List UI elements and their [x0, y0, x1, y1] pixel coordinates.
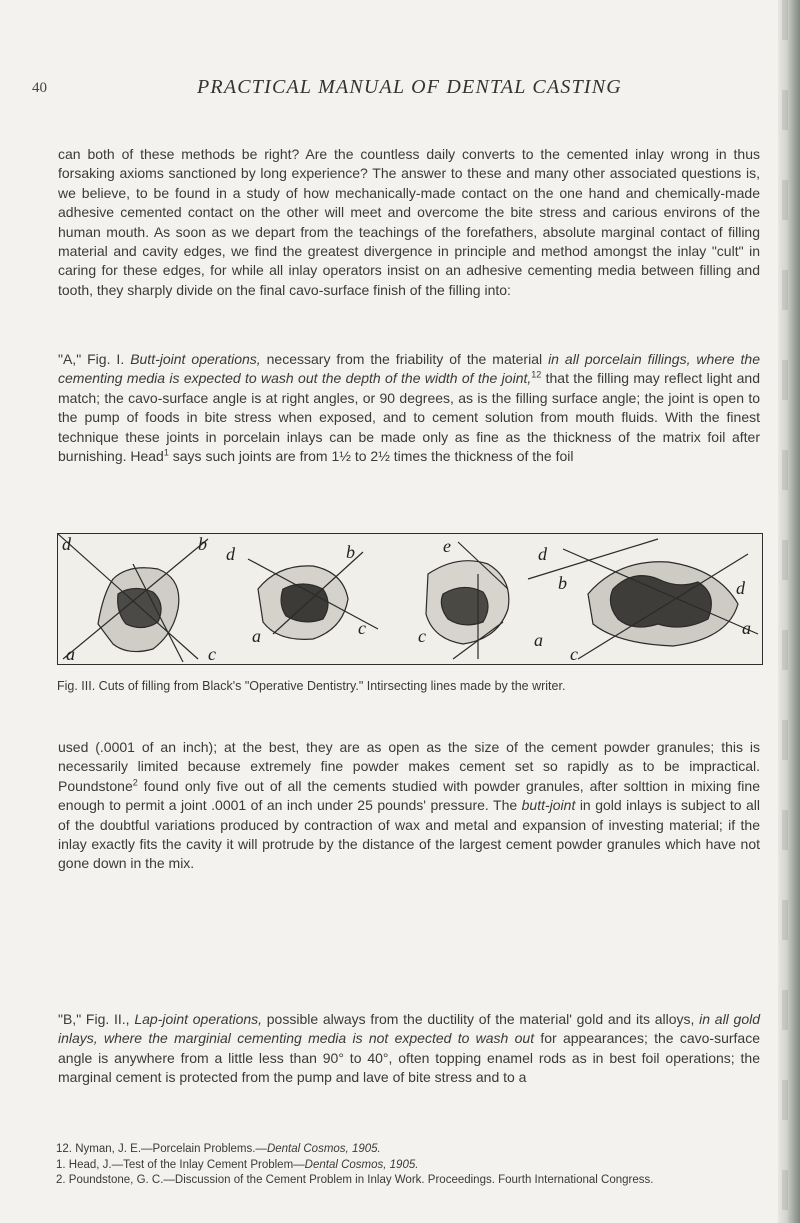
- figure-label-a-4: a: [534, 630, 543, 650]
- figure-label-b-1: b: [198, 534, 207, 554]
- figure-label-c-4: c: [570, 644, 578, 664]
- figure-caption: Fig. III. Cuts of filling from Black's "Operative Dentistry." Intirsecting lines made by the writer.: [57, 679, 566, 693]
- footnote-number: 12.: [56, 1143, 72, 1155]
- running-title: PRACTICAL MANUAL OF DENTAL CASTING: [197, 76, 622, 98]
- lap-joint-lead: "B," Fig. II.,: [58, 1011, 135, 1027]
- figure-label-a-3: a: [742, 618, 751, 638]
- figure-label-b-3: b: [558, 573, 567, 593]
- lap-joint-text-2: for appearances; the cavo-surface angle is anywhere from a little less than 90° to 40°, often topping enamel rods as in best foil operations; the marginal cement is protected from the pump and lave of bite stress and to a: [58, 1030, 760, 1086]
- butt-joint-term: butt-joint: [521, 797, 576, 814]
- continued-text-2: found only five out of all the cements studied with powder granules, after solttion in mixing fine enough to permit a joint .0001 of an inch under 25 pounds' pressure. The: [58, 777, 760, 814]
- footnote-ref-2: 2: [132, 777, 138, 788]
- paragraph-lap-joint: [58, 1010, 760, 1088]
- filling-far-right: [610, 576, 711, 627]
- footnote-citation: Dental Cosmos, 1905.: [266, 1143, 381, 1155]
- figure-label-d-2: d: [226, 544, 235, 564]
- butt-joint-text-3: says such joints are from 1½ to 2½ times the thickness of the foil: [168, 448, 574, 465]
- figure-label-c-2: c: [358, 618, 366, 638]
- butt-joint-text-1: necessary from the friability of the material: [260, 351, 549, 367]
- continued-text-1: used (.0001 of an inch); at the best, they are as open as the size of the cement powder granules; this is necessarily limited because extremely fine powder makes cement set so rapidly as to be impractical. Poundstone: [58, 739, 760, 794]
- footnote-text: Poundstone, G. C.—Discussion of the Cement Problem in Inlay Work. Proceedings. Fourth International Congress.: [68, 1174, 654, 1186]
- butt-joint-lead: "A," Fig. I.: [58, 351, 131, 367]
- paragraph-intro: can both of these methods be right? Are the countless daily converts to the cemented inlay wrong in thus forsaking axioms sanctioned by long experience? The answer to these and many other associated questions is, we believe, to be found in a study of how mechanically-made contact on the one hand and chemically-made adhesive cemented contact on the other will meet and overcome the bite stress and carious environs of the human mouth. As soon as we depart from the teachings of the forefathers, absolute marginal contact of filling material and cavity edges, we find the greatest divergence in principle and method amongst the inlay "cult" in caring for these edges, for while all inlay operators insist on an adhesive cementing media between filling and tooth, they sharply divide on the final cavo-surface finish of the filling into:: [58, 146, 760, 298]
- butt-joint-text-2: that the filling may reflect light and match; the cavo-surface angle is at right angles, or 90 degrees, as is the filling surface angle; the joint is open to the pump of foods in bite stress when exposed, and to cement solution from mouth fluids. With the finest technique these joints in porcelain inlays can be made only as fine as the thickness of the matrix foil after burnishing. Head: [58, 370, 760, 465]
- continued-text-3: in gold inlays is subject to all of the doubtful variations produced by contraction of wax and metal and expansion of investing material; if the inlay exactly fits the cavity it will protrude by the distance of the largest cement powder granules which have not gone down in the mix.: [58, 797, 761, 872]
- lap-joint-text-1: possible always from the ductility of the material' gold and its alloys,: [262, 1011, 700, 1027]
- lap-joint-italic-clause: in all gold inlays, where the marginial cementing media is not expected to wash out: [58, 1011, 761, 1047]
- filling-right-1: [441, 587, 488, 624]
- figure-label-a-1: a: [66, 644, 75, 664]
- figure-label-b-2: b: [346, 542, 355, 562]
- footnote-2: [56, 1173, 760, 1189]
- footnote-ref-1: 1: [163, 447, 169, 458]
- figure-label-e-1: e: [443, 536, 451, 556]
- footnotes: [56, 1142, 760, 1189]
- figure-label-d-3: d: [538, 544, 547, 564]
- figure-filling-cuts: [57, 533, 763, 665]
- page-number: 40: [32, 80, 47, 96]
- figure-label-a-2: a: [252, 626, 261, 646]
- footnote-number: 2.: [56, 1174, 66, 1186]
- footnote-citation: Dental Cosmos, 1905.: [304, 1158, 419, 1171]
- butt-joint-italic-clause: in all porcelain fillings, where the cementing media is expected to wash out the depth of the width of the joint,: [58, 351, 760, 387]
- lap-joint-title: Lap-joint operations,: [134, 1011, 263, 1027]
- butt-joint-title: Butt-joint operations,: [130, 351, 261, 367]
- page-header: [0, 76, 800, 110]
- figure-label-d-4: d: [736, 578, 745, 598]
- paragraph-butt-joint: [58, 350, 760, 466]
- footnote-1: [56, 1158, 760, 1174]
- footnote-text: Head, J.—Test of the Inlay Cement Problem—: [68, 1158, 305, 1171]
- page-binding-edge: [778, 0, 800, 1223]
- figure-label-d-1: d: [62, 534, 71, 554]
- footnote-12: [56, 1142, 760, 1158]
- footnote-number: 1.: [56, 1158, 66, 1171]
- figure-label-c-1: c: [208, 644, 216, 664]
- paragraph-butt-joint-continued: [58, 738, 760, 874]
- footnote-ref-12: 12: [531, 369, 542, 380]
- figure-illustration: [58, 534, 762, 664]
- footnote-text: Nyman, J. E.—Porcelain Problems.—: [75, 1143, 267, 1155]
- figure-label-c-3: c: [418, 626, 426, 646]
